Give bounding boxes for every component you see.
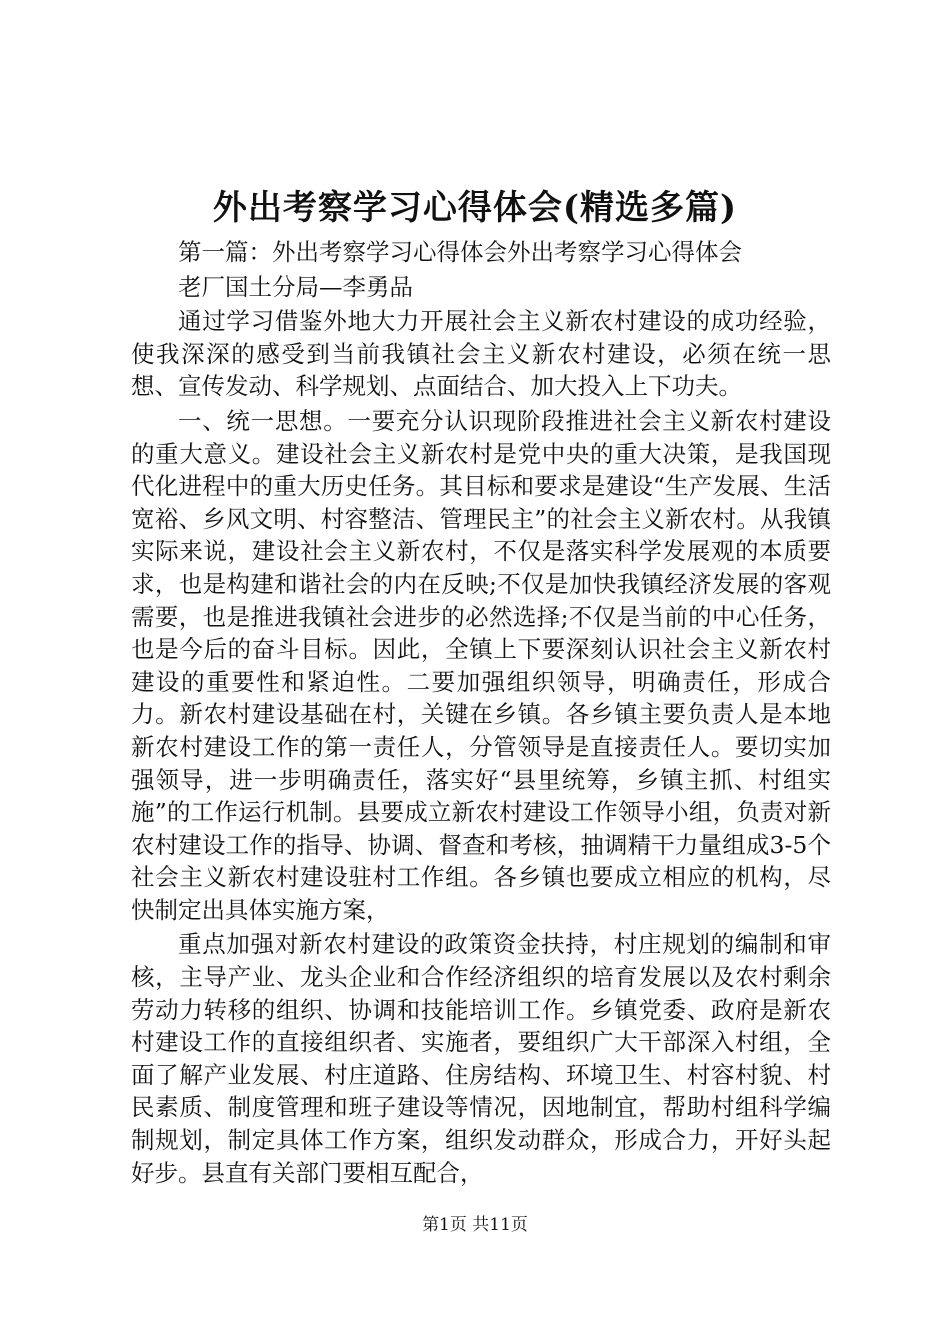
paragraph-section-heading: 第一篇：外出考察学习心得体会外出考察学习心得体会 <box>178 238 742 266</box>
paragraph-continuation: 重点加强对新农村建设的政策资金扶持，村庄规划的编制和审核，主导产业、龙头企业和合作经济组织的培育发展以及农村剩余劳动力转移的组织、协调和技能培训工作。乡镇党委、政府是新农村建设工作的直接组织者、实施者，要组织广大干部深入村组，全面了解产业发展、村庄道路、住房结构、环境卫生、村容村貌、村民素质、制度管理和班子建设等情况，因地制宜，帮助村组科学编制规划，制定具体工作方案，组织发动群众，形成合力，开好头起好步。县直有关部门要相互配合， <box>131 930 831 1187</box>
document-body <box>131 236 831 1191</box>
paragraph-point-one: 一、统一思想。一要充分认识现阶段推进社会主义新农村建设的重大意义。建设社会主义新农村是党中央的重大决策，是我国现代化进程中的重大历史任务。其目标和要求是建设“生产发展、生活宽裕、乡风文明、村容整洁、管理民主”的社会主义新农村。从我镇实际来说，建设社会主义新农村，不仅是落实科学发展观的本质要求，也是构建和谐社会的内在反映;不仅是加快我镇经济发展的客观需要，也是推进我镇社会进步的必然选择;不仅是当前的中心任务，也是今后的奋斗目标。因此，全镇上下要深刻认识社会主义新农村建设的重要性和紧迫性。二要加强组织领导，明确责任，形成合力。新农村建设基础在村，关键在乡镇。各乡镇主要负责人是本地新农村建设工作的第一责任人，分管领导是直接责任人。要切实加强领导，进一步明确责任，落实好“县里统筹，乡镇主抓、村组实施”的工作运行机制。县要成立新农村建设工作领导小组，负责对新农村建设工作的指导、协调、督查和考核，抽调精干力量组成3-5个社会主义新农村建设驻村工作组。各乡镇也要成立相应的机构，尽快制定出具体实施方案， <box>131 406 831 924</box>
paragraph-author: 老厂国土分局—李勇品 <box>178 272 413 301</box>
paragraph-intro: 通过学习借鉴外地大力开展社会主义新农村建设的成功经验，使我深深的感受到当前我镇社会主义新农村建设，必须在统一思想、宣传发动、科学规划、点面结合、加大投入上下功夫。 <box>131 307 831 401</box>
document-title: 外出考察学习心得体会(精选多篇) <box>212 188 738 228</box>
page-number-footer: 第1页 共11页 <box>422 1215 528 1235</box>
